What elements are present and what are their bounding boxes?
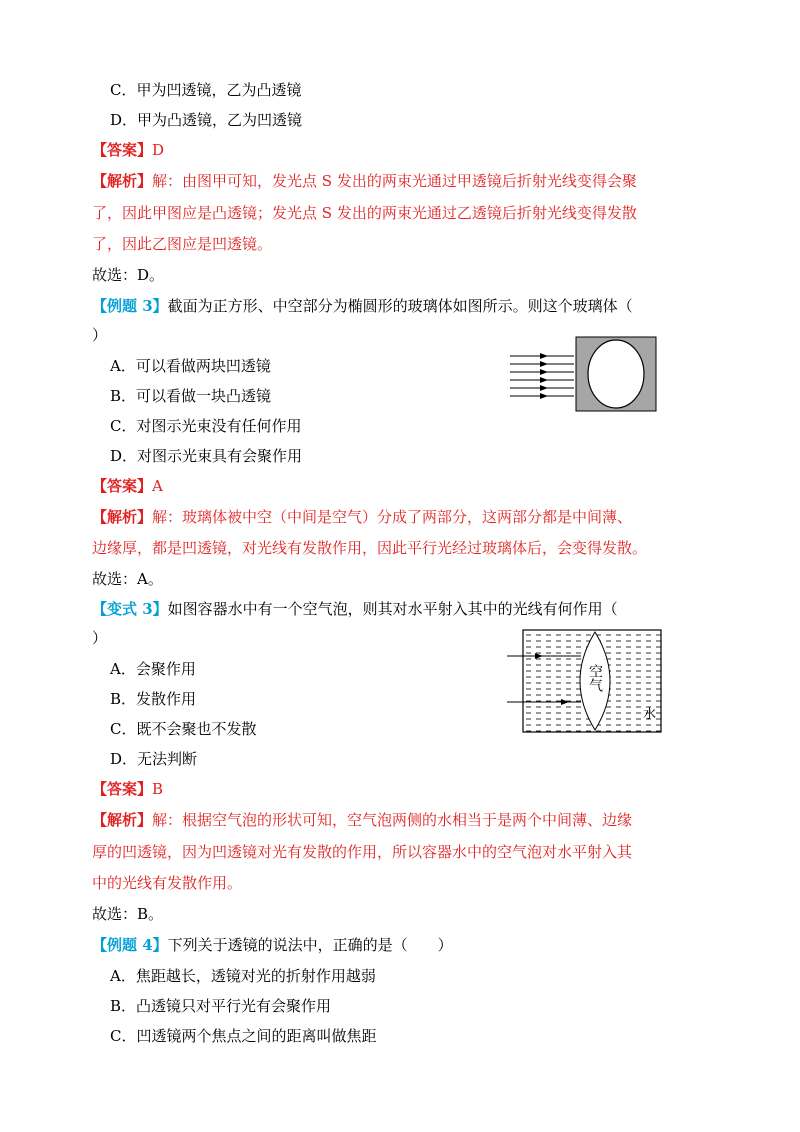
variant3-answer-label: 【答案】	[92, 780, 153, 798]
example3-question	[92, 296, 633, 316]
variant3-option-b: B．发散作用	[110, 690, 197, 708]
variant3-tag: 【变式 3】	[92, 600, 168, 618]
example3-answer-label: 【答案】	[92, 477, 153, 495]
example4-option-b: B．凸透镜只对平行光有会聚作用	[110, 997, 332, 1015]
answer-row	[92, 140, 164, 160]
analysis-line-2: 了，因此甲图应是凸透镜；发光点 S 发出的两束光通过乙透镜后折射光线变得发散	[92, 204, 637, 222]
variant3-option-c: C．既不会聚也不发散	[110, 720, 257, 738]
option-d: D．甲为凸透镜，乙为凹透镜	[110, 111, 303, 129]
example3-analysis-label: 【解析】	[92, 508, 153, 526]
example3-conclusion: 故选：A。	[92, 570, 163, 588]
variant3-analysis-text: 解：根据空气泡的形状可知，空气泡两侧的水相当于是两个中间薄、边缘	[152, 811, 633, 829]
example3-answer-row	[92, 476, 163, 496]
air-label: 空气	[587, 664, 603, 692]
answer-value: D	[152, 141, 165, 159]
water-container-figure	[505, 626, 665, 736]
example3-question-close: ）	[92, 326, 108, 344]
analysis-label: 【解析】	[92, 172, 153, 190]
example3-option-c: C．对图示光束没有任何作用	[110, 417, 302, 435]
conclusion: 故选：D。	[92, 266, 165, 284]
example3-option-d: D．对图示光束具有会聚作用	[110, 447, 303, 465]
example3-option-b: B．可以看做一块凸透镜	[110, 387, 272, 405]
variant3-question-close: ）	[92, 629, 108, 647]
glass-block-figure	[508, 336, 660, 412]
variant3-analysis-line-1	[92, 810, 632, 830]
example4-question-text: 下列关于透镜的说法中，正确的是（ ）	[167, 936, 453, 954]
ray-arrowheads	[540, 353, 548, 399]
answer-label: 【答案】	[92, 141, 153, 159]
example3-question-text: 截面为正方形、中空部分为椭圆形的玻璃体如图所示。则这个玻璃体（	[167, 297, 633, 315]
air-ellipse	[588, 340, 644, 408]
variant3-conclusion: 故选：B。	[92, 905, 164, 923]
example3-analysis-text: 解：玻璃体被中空（中间是空气）分成了两部分，这两部分都是中间薄、	[152, 508, 633, 526]
example3-tag: 【例题 3】	[92, 297, 168, 315]
variant3-question-text: 如图容器水中有一个空气泡，则其对水平射入其中的光线有何作用（	[167, 600, 618, 618]
variant3-analysis-line-2: 厚的凹透镜，因为凹透镜对光有发散的作用，所以容器水中的空气泡对水平射入其	[92, 843, 633, 861]
example3-answer-value: A	[152, 477, 163, 495]
option-c: C．甲为凹透镜，乙为凸透镜	[110, 81, 302, 99]
example3-analysis-line-1	[92, 507, 632, 527]
variant3-question	[92, 599, 618, 619]
example3-analysis-line-2: 边缘厚，都是凹透镜，对光线有发散作用，因此平行光经过玻璃体后，会变得发散。	[92, 539, 648, 557]
example4-option-a: A．焦距越长，透镜对光的折射作用越弱	[110, 967, 376, 985]
water-label: 水	[643, 707, 657, 722]
example3-option-a: A．可以看做两块凹透镜	[110, 357, 271, 375]
analysis-line-1	[92, 171, 637, 191]
variant3-analysis-line-3: 中的光线有发散作用。	[92, 874, 243, 892]
variant3-option-d: D．无法判断	[110, 750, 198, 768]
analysis-text: 解：由图甲可知，发光点 S 发出的两束光通过甲透镜后折射光线变得会聚	[152, 172, 637, 190]
example4-tag: 【例题 4】	[92, 936, 168, 954]
variant3-option-a: A．会聚作用	[110, 660, 196, 678]
variant3-answer-value: B	[152, 780, 164, 798]
example4-question	[92, 935, 453, 955]
analysis-line-3: 了，因此乙图应是凹透镜。	[92, 235, 273, 253]
variant3-answer-row	[92, 779, 163, 799]
example4-option-c: C．凹透镜两个焦点之间的距离叫做焦距	[110, 1027, 377, 1045]
variant3-analysis-label: 【解析】	[92, 811, 153, 829]
